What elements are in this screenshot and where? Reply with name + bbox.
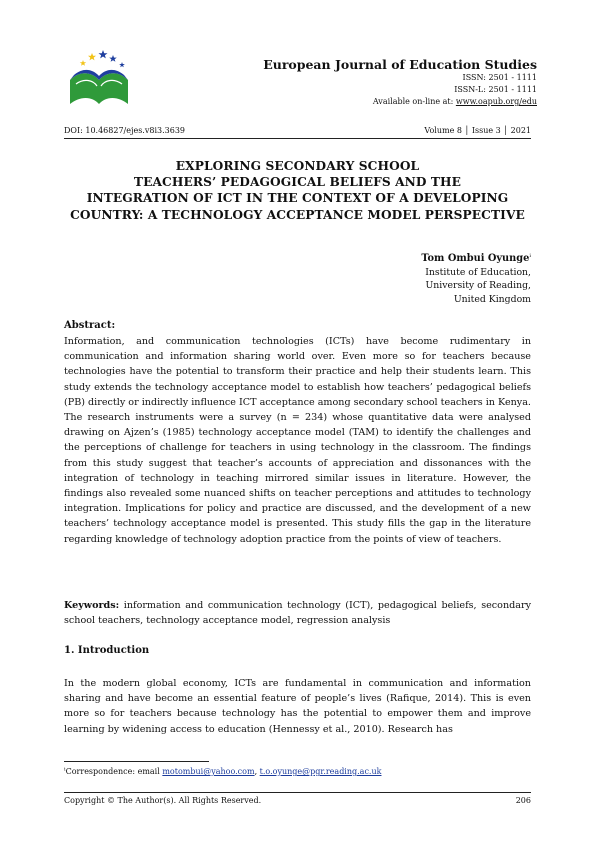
affiliation-line: Institute of Education, <box>425 266 531 278</box>
page-number: 206 <box>515 796 531 805</box>
keywords-paragraph <box>64 598 531 628</box>
online-prefix: Available on-line at: <box>372 97 456 106</box>
keywords-label: Keywords: <box>64 600 120 611</box>
footnote-mark: i <box>64 766 66 773</box>
keywords-list: information and communication technology (ICT), pedagogical beliefs, secondary school teachers, technology acceptance model, regression analysis <box>64 600 531 627</box>
copyright-notice: Copyright © The Author(s). All Rights Reserved. <box>64 796 262 805</box>
author-block <box>421 252 531 306</box>
title-line: INTEGRATION OF ICT IN THE CONTEXT OF A DEVELOPING <box>86 191 509 206</box>
issn-print: ISSN: 2501 - 1111 <box>462 73 537 82</box>
issn-online: ISSN-L: 2501 - 1111 <box>454 85 537 94</box>
author-footnote-mark: i <box>529 252 531 259</box>
journal-logo-icon <box>66 50 138 106</box>
doi-text: DOI: 10.46827/ejes.v8i3.3639 <box>64 126 185 135</box>
section-heading-introduction: 1. Introduction <box>64 645 150 656</box>
volume-issue-year: Volume 8 │ Issue 3 │ 2021 <box>424 126 531 135</box>
footnote <box>64 767 381 776</box>
title-line: TEACHERS’ PEDAGOGICAL BELIEFS AND THE <box>133 175 462 190</box>
introduction-body: In the modern global economy, ICTs are fundamental in communication and information sharing and have become an essential feature of people’s lives (Rafique, 2014). This is even more so for teachers because technology has the potential to empower them and improve learning by widening access to education (Hennessy et al., 2010). Research has <box>64 678 531 735</box>
logo-star <box>109 55 117 62</box>
logo-book-page <box>70 73 99 104</box>
email-link-1[interactable]: motombui@yahoo.com <box>162 767 255 776</box>
logo-star <box>99 50 108 58</box>
logo-star <box>119 62 125 67</box>
footnote-separator: , <box>254 767 260 776</box>
header-divider <box>64 138 531 139</box>
abstract-body: Information, and communication technologies (ICTs) have become rudimentary in communication and information sharing world over. Even more so for teachers because technologies have the potential to transform their practice and help their students learn. This study extends the technology acceptance model to establish how teachers’ pedagogical beliefs (PB) directly or indirectly influence ICT acceptance among secondary school teachers in Kenya. The research instruments were a survey (n = 234) whose quantitative data were analysed drawing on Ajzen’s (1985) technology acceptance model (TAM) to identify the challenges and the perceptions of challenge for teachers in using technology in the classroom. The findings from this study suggest that teacher’s accounts of appreciation and dissonances with the integration of technology in teaching mirrored similar issues in literature. However, the findings also revealed some nuanced shifts on teacher perceptions and attitudes to technology integration. Implications for policy and practice are discussed, and the development of a new teachers’ technology acceptance model is presented. This study fills the gap in the literature regarding knowledge of technology adoption practice from the points of view of teachers. <box>64 336 531 545</box>
logo-star <box>88 53 96 60</box>
logo-book-page <box>99 73 128 104</box>
article-title <box>60 158 535 223</box>
affiliation-line: University of Reading, <box>425 280 531 291</box>
journal-url-link[interactable]: www.oapub.org/edu <box>455 97 537 106</box>
journal-title: European Journal of Education Studies <box>263 57 537 72</box>
footnote-divider <box>64 761 209 762</box>
email-link-2[interactable]: t.o.oyunge@pgr.reading.ac.uk <box>259 767 382 776</box>
author-name: Tom Ombui Oyunge <box>421 253 530 264</box>
logo-star <box>80 60 86 66</box>
footnote-prefix: Correspondence: email <box>65 767 163 776</box>
footer-divider <box>64 792 531 793</box>
title-line: EXPLORING SECONDARY SCHOOL <box>175 159 420 173</box>
abstract-heading: Abstract: <box>64 320 116 331</box>
online-availability <box>373 97 537 106</box>
title-line: COUNTRY: A TECHNOLOGY ACCEPTANCE MODEL PERSPECTIVE <box>70 207 525 222</box>
affiliation-line: United Kingdom <box>453 293 531 305</box>
